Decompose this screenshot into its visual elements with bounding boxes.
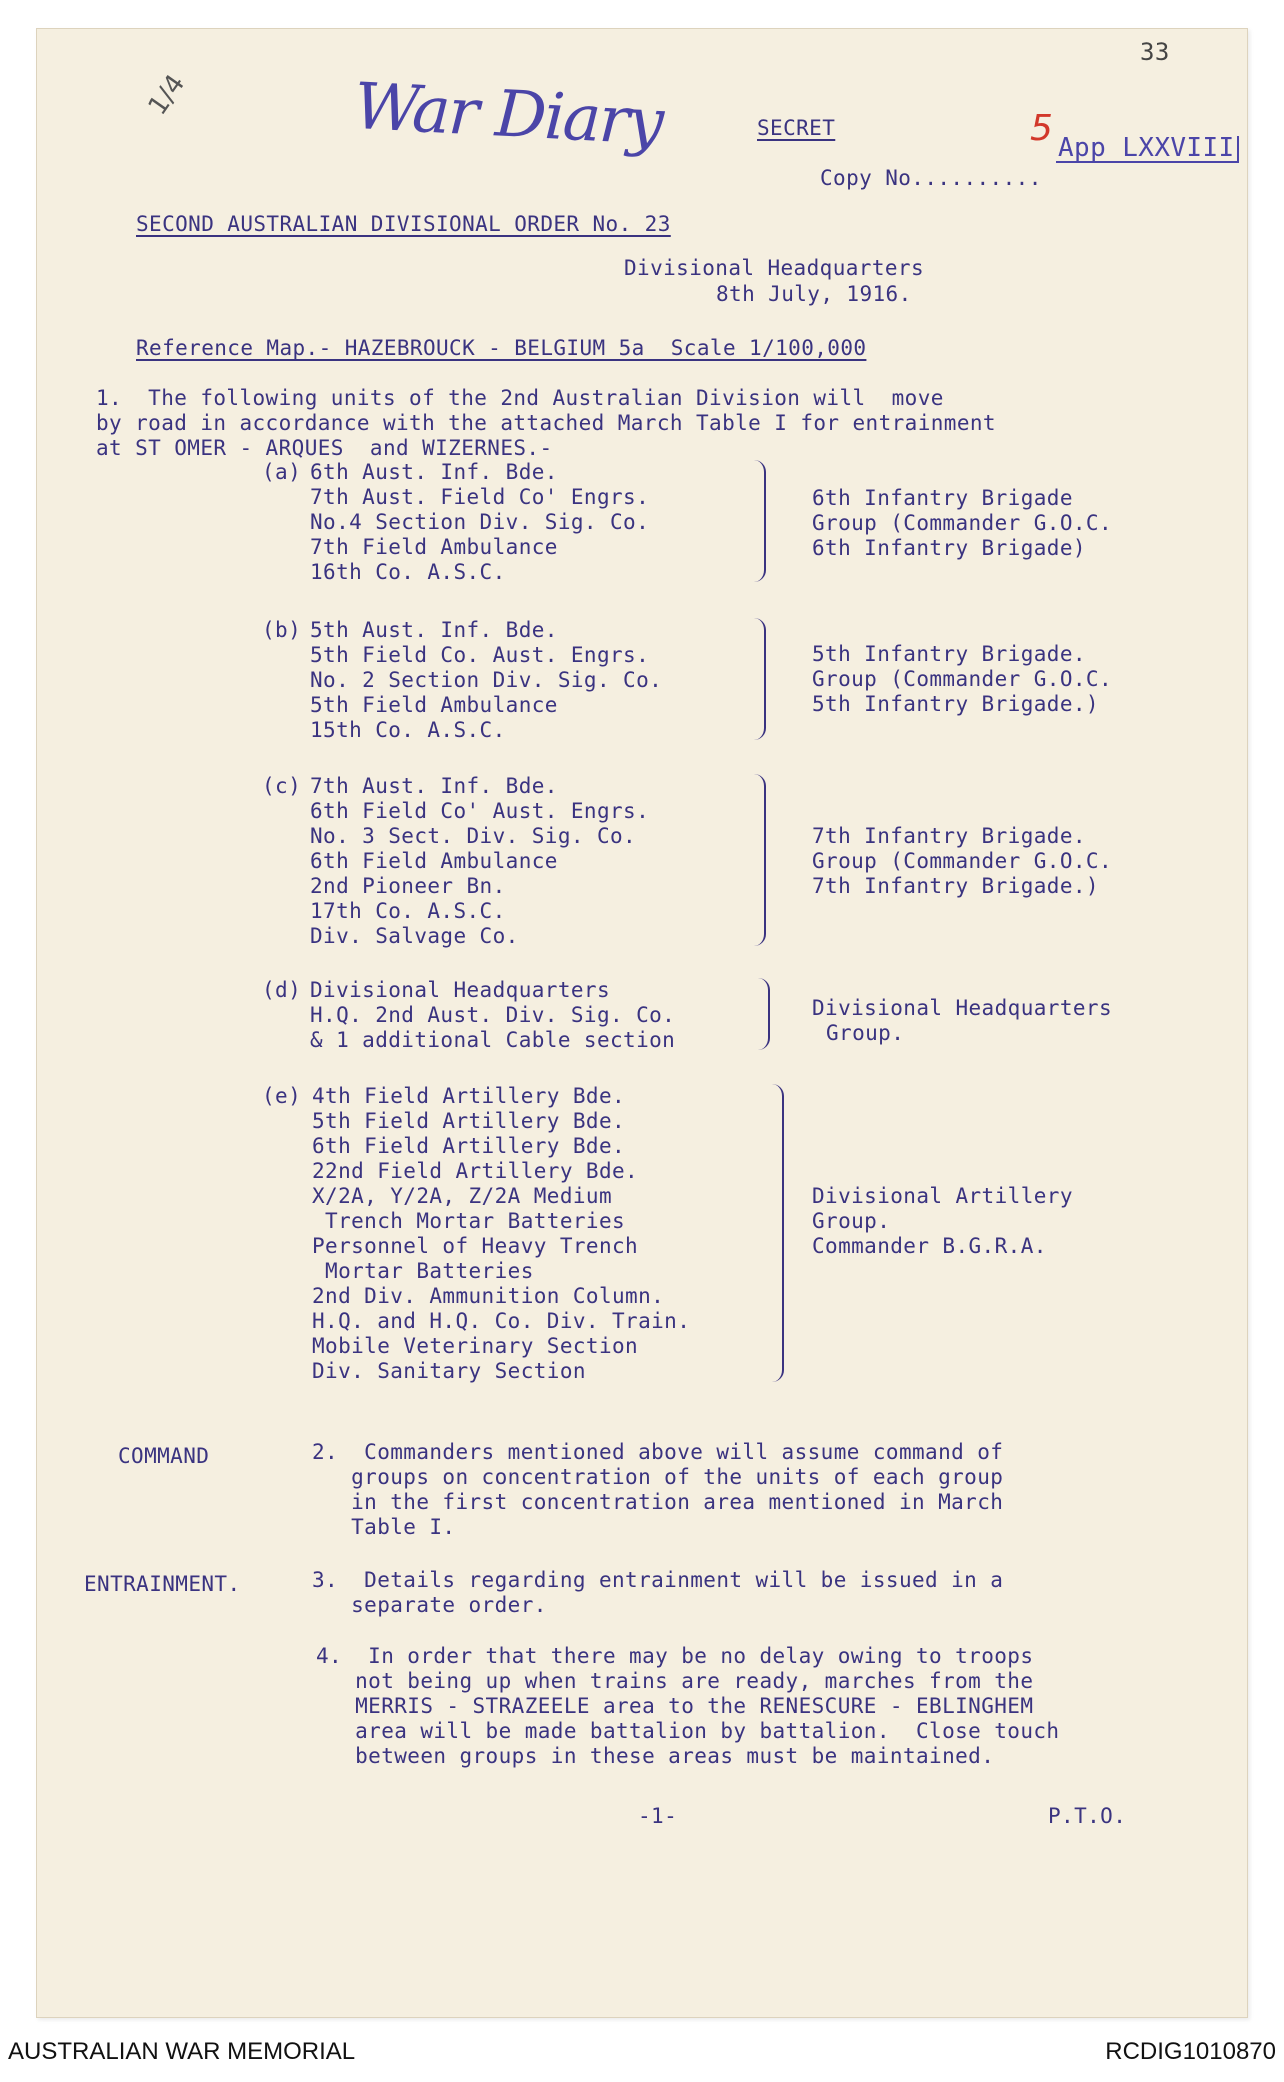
- para4-line: between groups in these areas must be maintained.: [316, 1744, 995, 1768]
- page-marker: -1-: [638, 1804, 678, 1828]
- unit-line: 5th Field Ambulance: [310, 693, 558, 717]
- para2-line: Table I.: [312, 1515, 456, 1539]
- para3-line: separate order.: [312, 1593, 547, 1617]
- group-brace: [754, 460, 766, 582]
- handwritten-war-diary: War Diary: [352, 69, 664, 161]
- unit-line: 7th Aust. Field Co' Engrs.: [310, 485, 650, 509]
- para4-line: 4. In order that there may be no delay owing to troops: [316, 1644, 1034, 1668]
- unit-line: No. 2 Section Div. Sig. Co.: [310, 668, 663, 692]
- unit-line: 22nd Field Artillery Bde.: [312, 1159, 639, 1183]
- unit-line: & 1 additional Cable section: [310, 1028, 676, 1052]
- unit-line: 6th Field Artillery Bde.: [312, 1134, 626, 1158]
- para4-line: MERRIS - STRAZEELE area to the RENESCURE - EBLINGHEM: [316, 1694, 1034, 1718]
- group-brace: [754, 774, 766, 946]
- unit-line: 17th Co. A.S.C.: [310, 899, 506, 923]
- unit-line: 5th Field Artillery Bde.: [312, 1109, 626, 1133]
- unit-line: X/2A, Y/2A, Z/2A Medium: [312, 1184, 612, 1208]
- archive-footer-left: AUSTRALIAN WAR MEMORIAL: [8, 2038, 356, 2065]
- group-brace: [772, 1084, 784, 1382]
- group-note-line: Commander B.G.R.A.: [812, 1234, 1047, 1258]
- order-date: 8th July, 1916.: [716, 282, 912, 306]
- appendix-label: App LXXVIII: [1056, 136, 1239, 163]
- unit-line: Personnel of Heavy Trench: [312, 1234, 639, 1258]
- page-number: 33: [1140, 38, 1170, 66]
- order-title: SECOND AUSTRALIAN DIVISIONAL ORDER No. 23: [136, 212, 671, 236]
- group-note-line: 7th Infantry Brigade.: [812, 824, 1086, 848]
- unit-line: Div. Sanitary Section: [312, 1359, 586, 1383]
- unit-line: Div. Salvage Co.: [310, 924, 519, 948]
- group-label: (e): [262, 1084, 302, 1108]
- para3-line: 3. Details regarding entrainment will be issued in a: [312, 1568, 1004, 1592]
- group-note-line: Group (Commander G.O.C.: [812, 511, 1112, 535]
- unit-line: 6th Aust. Inf. Bde.: [310, 460, 558, 484]
- group-note-line: Group (Commander G.O.C.: [812, 667, 1112, 691]
- group-note-line: Group.: [826, 1021, 905, 1045]
- group-brace: [754, 618, 766, 740]
- para2-line: in the first concentration area mentioned in March: [312, 1490, 1004, 1514]
- group-brace: [758, 978, 770, 1050]
- unit-line: Mortar Batteries: [312, 1259, 534, 1283]
- group-note-line: Group (Commander G.O.C.: [812, 849, 1112, 873]
- top-left-pencil-mark: 1/4: [142, 69, 192, 121]
- para1-line: by road in accordance with the attached March Table I for entrainment: [96, 411, 996, 435]
- para1-line: at ST OMER - ARQUES and WIZERNES.-: [96, 436, 553, 460]
- group-note-line: 6th Infantry Brigade: [812, 486, 1073, 510]
- unit-line: Divisional Headquarters: [310, 978, 610, 1002]
- unit-line: 5th Aust. Inf. Bde.: [310, 618, 558, 642]
- unit-line: No.4 Section Div. Sig. Co.: [310, 510, 650, 534]
- unit-line: 7th Aust. Inf. Bde.: [310, 774, 558, 798]
- unit-line: 15th Co. A.S.C.: [310, 718, 506, 742]
- para2-line: 2. Commanders mentioned above will assume command of: [312, 1440, 1004, 1464]
- para4-line: not being up when trains are ready, marches from the: [316, 1669, 1034, 1693]
- unit-line: 16th Co. A.S.C.: [310, 560, 506, 584]
- unit-line: 2nd Pioneer Bn.: [310, 874, 506, 898]
- group-label: (c): [262, 774, 302, 798]
- unit-line: 2nd Div. Ammunition Column.: [312, 1284, 665, 1308]
- unit-line: 4th Field Artillery Bde.: [312, 1084, 626, 1108]
- unit-line: H.Q. 2nd Aust. Div. Sig. Co.: [310, 1003, 676, 1027]
- unit-line: Trench Mortar Batteries: [312, 1209, 626, 1233]
- classification-secret: SECRET: [757, 116, 836, 140]
- unit-line: H.Q. and H.Q. Co. Div. Train.: [312, 1309, 691, 1333]
- reference-map: Reference Map.- HAZEBROUCK - BELGIUM 5a Scale 1/100,000: [136, 336, 867, 360]
- group-note-line: 5th Infantry Brigade.: [812, 642, 1086, 666]
- unit-line: Mobile Veterinary Section: [312, 1334, 639, 1358]
- group-note-line: Divisional Headquarters: [812, 996, 1112, 1020]
- unit-line: 5th Field Co. Aust. Engrs.: [310, 643, 650, 667]
- group-note-line: 6th Infantry Brigade): [812, 536, 1086, 560]
- para1-line: 1. The following units of the 2nd Australian Division will move: [96, 386, 944, 410]
- unit-line: No. 3 Sect. Div. Sig. Co.: [310, 824, 637, 848]
- group-label: (d): [262, 978, 302, 1002]
- margin-heading-command: COMMAND: [118, 1444, 210, 1468]
- appendix-red-number: 5: [1030, 108, 1053, 149]
- group-label: (a): [262, 460, 302, 484]
- group-label: (b): [262, 618, 302, 642]
- group-note-line: 7th Infantry Brigade.): [812, 874, 1099, 898]
- document-page: [36, 28, 1248, 2018]
- unit-line: 7th Field Ambulance: [310, 535, 558, 559]
- unit-line: 6th Field Co' Aust. Engrs.: [310, 799, 650, 823]
- para2-line: groups on concentration of the units of each group: [312, 1465, 1004, 1489]
- copy-number: Copy No..........: [820, 166, 1042, 190]
- group-note-line: Divisional Artillery: [812, 1184, 1073, 1208]
- unit-line: 6th Field Ambulance: [310, 849, 558, 873]
- pto-marker: P.T.O.: [1048, 1804, 1127, 1828]
- para4-line: area will be made battalion by battalion. Close touch: [316, 1719, 1060, 1743]
- group-note-line: Group.: [812, 1209, 891, 1233]
- margin-heading-entrainment: ENTRAINMENT.: [84, 1572, 241, 1596]
- group-note-line: 5th Infantry Brigade.): [812, 692, 1099, 716]
- issuing-location: Divisional Headquarters: [624, 256, 924, 280]
- archive-footer-right: RCDIG1010870: [1105, 2038, 1276, 2065]
